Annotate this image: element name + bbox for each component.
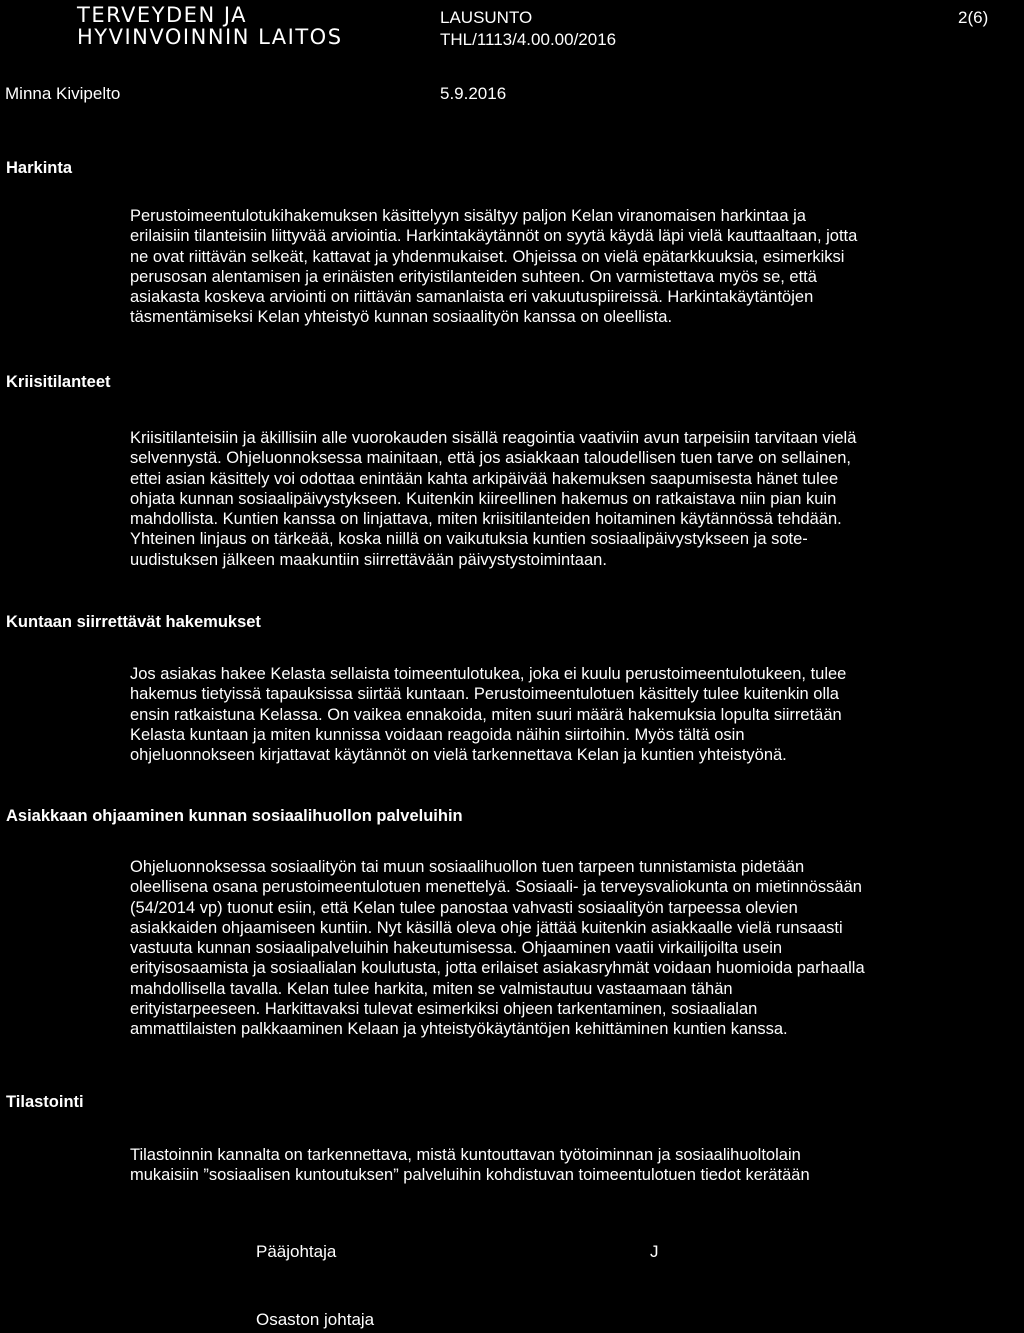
paragraph-line: asiakasta koskeva arviointi on riittävän samanlaista eri vakuutuspiireissä. Harkintakäytäntöjen <box>130 288 814 307</box>
section-heading-kuntaan-siirrettavat: Kuntaan siirrettävät hakemukset <box>6 613 261 631</box>
paragraph-line: mahdollista. Kuntien kanssa on linjattava, miten kriisitilanteiden hoitaminen käytännössä tehdään. <box>130 510 842 529</box>
section-heading-asiakkaan-ohjaaminen: Asiakkaan ohjaaminen kunnan sosiaalihuollon palveluihin <box>6 807 463 825</box>
paragraph-line: erityistarpeeseen. Harkittavaksi tulevat esimerkiksi ohjeen tarkentaminen, sosiaalialan <box>130 1000 758 1019</box>
paragraph-line: mahdollisella tavalla. Kelan tulee harkita, miten se valmistautuu vastaamaan tähän <box>130 979 733 998</box>
section-heading-kriisitilanteet: Kriisitilanteet <box>6 373 111 391</box>
paragraph-line: perusosan alentamisen ja erinäisten erityistilanteiden suhteen. On varmistettava myös se, että <box>130 267 817 286</box>
paragraph-line: Kelasta kuntaan ja miten kunnissa voidaan reagoida näihin siirtoihin. Myös tältä osin <box>130 725 745 744</box>
author-name: Minna Kivipelto <box>5 84 121 103</box>
paragraph-line: Jos asiakas hakee Kelasta sellaista toimeentulotukea, joka ei kuulu perustoimeentulotukeen, tulee <box>130 665 847 683</box>
paragraph-line: Ohjeluonnoksessa sosiaalityön tai muun sosiaalihuollon tuen tarpeen tunnistamista pidetään <box>130 858 805 876</box>
paragraph-line: ettei asian käsittely voi odottaa enintään kahta arkipäivää hakemuksen saapumisesta hänet tulee <box>130 469 839 488</box>
paragraph-line: erilaisiin tilanteisiin liittyvää arviointia. Harkintakäytännöt on syytä käydä läpi vielä kauttaaltaan, jotta <box>130 227 858 246</box>
paragraph-asiakkaan-ohjaaminen <box>130 857 865 1040</box>
paragraph-line: ammattilaisten palkkaaminen Kelaan ja yhteistyökäytäntöjen kehittäminen kuntien kanssa. <box>130 1020 788 1039</box>
paragraph-line: uudistuksen jälkeen maakuntiin siirrettävään päivystystoimintaan. <box>130 550 607 569</box>
paragraph-line: Kriisitilanteisiin ja äkillisiin alle vuorokauden sisällä reagointia vaativiin avun tarpeisiin tarvitaan vielä <box>130 429 857 447</box>
organization-name-line2: HYVINVOINNIN LAITOS <box>77 25 343 49</box>
document-date: 5.9.2016 <box>440 84 507 103</box>
paragraph-line: oleellisena osana perustoimeentulotuen menettelyä. Sosiaali- ja terveysvaliokunta on mietinnössään <box>130 878 862 897</box>
paragraph-line: ne ovat riittävän selkeät, kattavat ja yhdenmukaiset. Ohjeissa on vielä epätarkkuuksia, esimerkiksi <box>130 247 845 266</box>
paragraph-line: Perustoimeentulotukihakemuksen käsittelyyn sisältyy paljon Kelan viranomaisen harkintaa ja <box>130 207 806 225</box>
document-type: LAUSUNTO <box>440 8 533 27</box>
signature-title-paajohtaja: Pääjohtaja <box>256 1242 337 1261</box>
paragraph-line: asiakkaiden ohjaamiseen kuntiin. Nyt käsillä oleva ohje jättää kuitenkin asiakkaalle vielä runsaasti <box>130 918 843 937</box>
paragraph-line: (54/2014 vp) tuonut esiin, että Kelan tulee panostaa vahvasti sosiaalityön tarpeessa olevien <box>130 898 798 917</box>
paragraph-line: Tilastoinnin kannalta on tarkennettava, mistä kuntouttavan työtoiminnan ja sosiaalihuoltolain <box>130 1146 801 1164</box>
paragraph-line: Yhteinen linjaus on tärkeää, koska niillä on vaikutuksia kuntien sosiaalipäivystykseen ja sote- <box>130 530 808 549</box>
signature-initial: J <box>650 1242 659 1261</box>
paragraph-line: ensin ratkaistuna Kelassa. On vaikea ennakoida, miten suuri määrä hakemuksia lopulta siirretään <box>130 705 842 724</box>
document-number: THL/1113/4.00.00/2016 <box>440 30 617 49</box>
paragraph-line: ohjeluonnokseen kirjattavat käytännöt on vielä tarkennettava Kelan ja kuntien yhteistyönä. <box>130 746 787 765</box>
paragraph-harkinta <box>130 206 857 328</box>
organization-name-line1: TERVEYDEN JA <box>77 3 248 27</box>
signature-title-osaston-johtaja: Osaston johtaja <box>256 1310 375 1329</box>
paragraph-kriisitilanteet <box>130 428 856 570</box>
section-heading-harkinta: Harkinta <box>6 159 73 177</box>
paragraph-tilastointi <box>130 1145 810 1186</box>
paragraph-line: vastuuta kunnan sosiaalipalveluihin hakeutumisessa. Ohjaaminen vaatii virkailijoilta usein <box>130 939 783 958</box>
paragraph-line: mukaisiin ”sosiaalisen kuntoutuksen” palveluihin kohdistuvan toimeentulotuen tiedot kerätään <box>130 1166 810 1185</box>
paragraph-line: hakemus tietyissä tapauksissa siirtää kuntaan. Perustoimeentulotuen käsittely tulee kuitenkin olla <box>130 685 839 704</box>
page-number: 2(6) <box>958 8 989 27</box>
paragraph-line: selvennystä. Ohjeluonnoksessa mainitaan, että jos asiakkaan taloudellisen tuen tarve on sellainen, <box>130 449 851 468</box>
section-heading-tilastointi: Tilastointi <box>6 1093 84 1111</box>
paragraph-line: täsmentämiseksi Kelan yhteistyö kunnan sosiaalityön kanssa on oleellista. <box>130 308 673 327</box>
paragraph-line: erityisosaamista ja sosiaalialan koulutusta, jotta erilaiset asiakasryhmät voidaan huomioida parhaalla <box>130 959 865 978</box>
paragraph-line: ohjata kunnan sosiaalipäivystykseen. Kuitenkin kiireellinen hakemus on ratkaistava niin pian kuin <box>130 489 837 508</box>
paragraph-kuntaan-siirrettavat <box>130 664 846 765</box>
